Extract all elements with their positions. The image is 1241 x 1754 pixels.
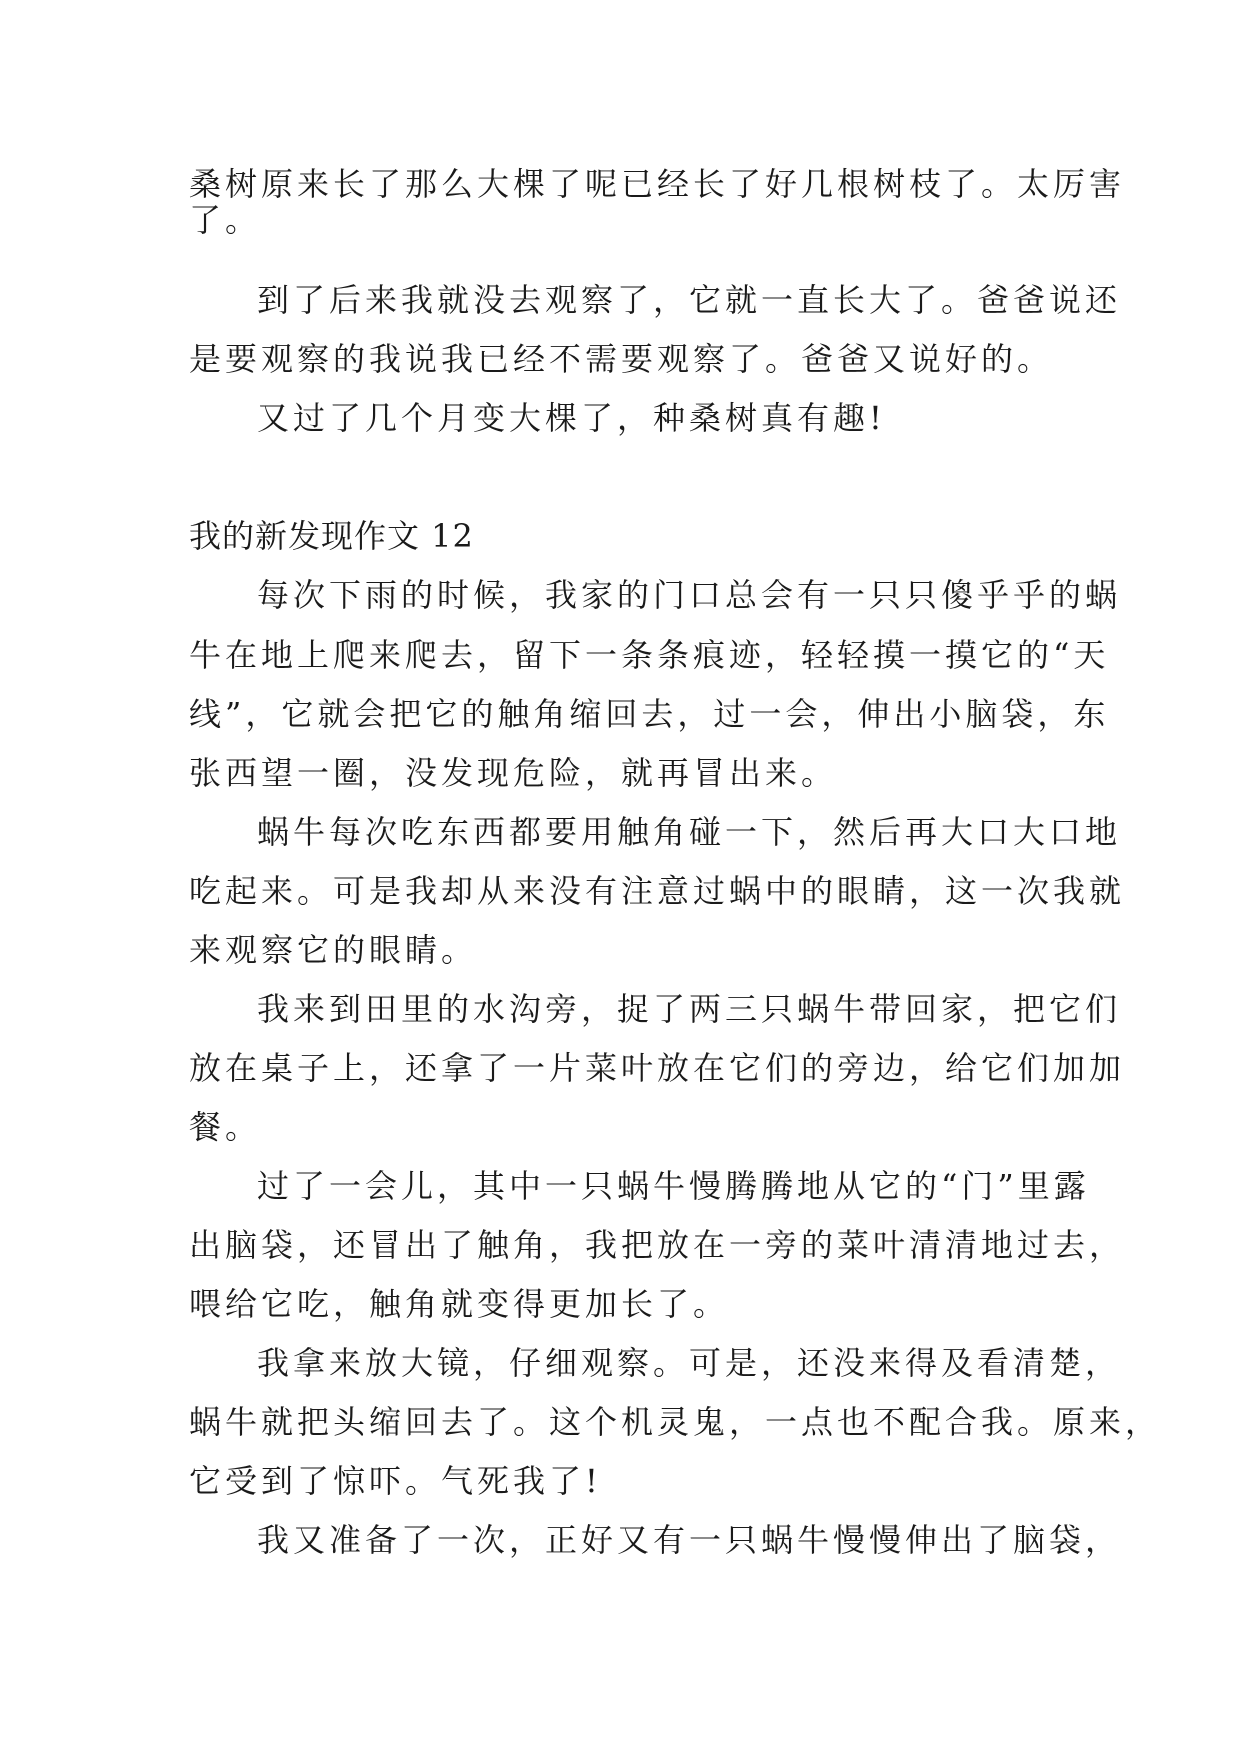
paragraph-line: 它受到了惊吓。气死我了! <box>189 1462 602 1500</box>
paragraph-line: 到了后来我就没去观察了，它就一直长大了。爸爸说还 <box>257 281 1122 319</box>
paragraph-line: 牛在地上爬来爬去，留下一条条痕迹，轻轻摸一摸它的“天 <box>189 636 1110 674</box>
paragraph-line: 是要观察的我说我已经不需要观察了。爸爸又说好的。 <box>189 340 1054 378</box>
paragraph-line: 我来到田里的水沟旁，捉了两三只蜗牛带回家，把它们 <box>257 990 1122 1028</box>
paragraph-line: 我又准备了一次，正好又有一只蜗牛慢慢伸出了脑袋， <box>257 1521 1122 1559</box>
paragraph-line: 蜗牛每次吃东西都要用触角碰一下，然后再大口大口地 <box>257 813 1122 851</box>
paragraph-line: 蜗牛就把头缩回去了。这个机灵鬼，一点也不配合我。原来， <box>189 1403 1162 1441</box>
paragraph-line: 喂给它吃，触角就变得更加长了。 <box>189 1285 730 1323</box>
paragraph-line: 张西望一圈，没发现危险，就再冒出来。 <box>189 754 838 792</box>
paragraph-line: 吃起来。可是我却从来没有注意过蜗中的眼睛，这一次我就 <box>189 872 1126 910</box>
paragraph-line: 出脑袋，还冒出了触角，我把放在一旁的菜叶清清地过去， <box>189 1226 1126 1264</box>
section-heading: 我的新发现作文 12 <box>189 517 474 555</box>
paragraph-line: 桑树原来长了那么大棵了呢已经长了好几根树枝了。太厉害 <box>189 165 1126 203</box>
paragraph-line: 餐。 <box>189 1108 262 1146</box>
paragraph-line: 每次下雨的时候，我家的门口总会有一只只傻乎乎的蜗 <box>257 576 1122 614</box>
paragraph-line: 过了一会儿，其中一只蜗牛慢腾腾地从它的“门”里露 <box>257 1167 1090 1205</box>
paragraph-line: 放在桌子上，还拿了一片菜叶放在它们的旁边，给它们加加 <box>189 1049 1126 1087</box>
paragraph-line: 来观察它的眼睛。 <box>189 931 478 969</box>
paragraph-line: 又过了几个月变大棵了，种桑树真有趣! <box>257 399 886 437</box>
paragraph-line: 线”，它就会把它的触角缩回去，过一会，伸出小脑袋，东 <box>189 695 1110 733</box>
paragraph-line: 我拿来放大镜，仔细观察。可是，还没来得及看清楚， <box>257 1344 1122 1382</box>
paragraph-line: 了。 <box>189 201 262 239</box>
